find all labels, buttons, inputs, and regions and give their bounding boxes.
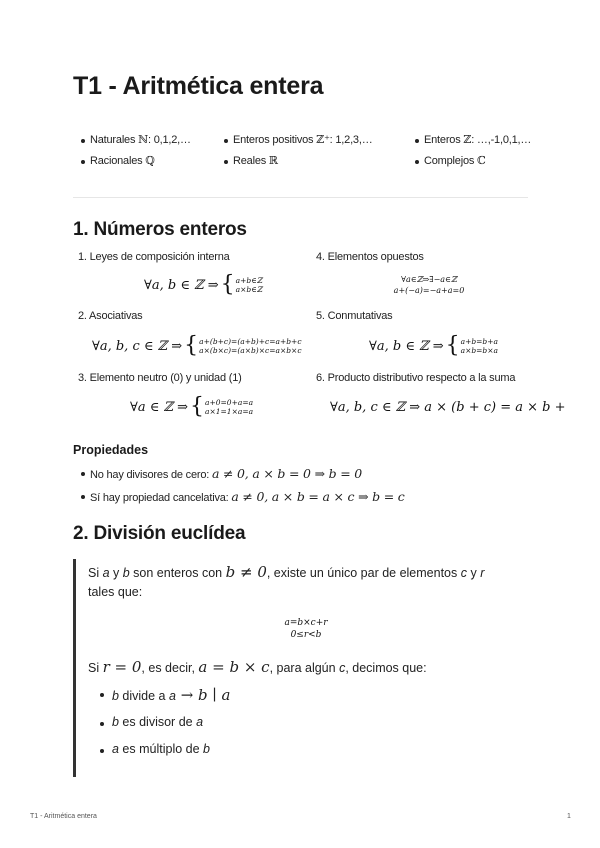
set-values: : …,-1,0,1,… [471, 134, 532, 146]
division-equation [266, 617, 346, 641]
formula-cases [205, 398, 253, 416]
set-item-enteros-positivos [233, 133, 373, 146]
formula-cases [199, 337, 301, 355]
property-label-conmutativas: 5. Conmutativas [316, 310, 393, 322]
division-paragraph-line2: tales que: [88, 585, 143, 599]
formula-lhs: ∀a, b, c ∈ ℤ ⇒ [92, 338, 183, 354]
set-item-enteros [424, 133, 531, 146]
set-label: Complejos [424, 155, 475, 167]
divisibility-paragraph: Si r = 0, es decir, a = b × c, para algún c, decimos que: [88, 658, 427, 676]
set-item-reales [233, 154, 278, 167]
set-symbol: ℤ [463, 133, 472, 146]
set-item-complejos [424, 154, 486, 167]
blockquote-bar [73, 559, 76, 777]
set-values: : 0,1,2,… [148, 134, 191, 146]
formula-line: ∀a∈ℤ⇒∃−a∈ℤ [401, 275, 457, 284]
property-cancelativa [90, 489, 405, 504]
formula-cases [236, 276, 263, 294]
property-no-divisores-cero [90, 466, 362, 481]
property-math: a ≠ 0, a × b = 0 ⇒ b = 0 [211, 466, 363, 481]
condition-math: b ≠ 0 [225, 563, 267, 581]
formula-distributivo [330, 400, 566, 415]
property-label-opuestos: 4. Elementos opuestos [316, 251, 424, 263]
brace-symbol: { [220, 272, 235, 297]
formula-case-line: a×1=1×a=a [205, 407, 254, 416]
formula-case-line: a+0=0+a=a [205, 398, 254, 407]
divisibility-bullet-divide: b divide a a → b ∣ a [112, 686, 231, 704]
properties-heading: Propiedades [73, 443, 149, 457]
formula-composicion [144, 274, 262, 296]
formula-line: a+(−a)=−a+a=0 [393, 285, 465, 295]
formula-case-line: a×b∈ℤ [235, 285, 263, 294]
set-symbol: ℚ [145, 154, 155, 167]
page-title: T1 - Aritmética entera [73, 72, 324, 100]
division-paragraph-line1: Si a y b son enteros con b ≠ 0, existe un único par de elementos c y r [88, 563, 485, 581]
formula-lhs: ∀a, b ∈ ℤ ⇒ [144, 277, 219, 293]
set-label: Naturales [90, 134, 136, 146]
formula-case-line: a×(b×c)=(a×b)×c=a×b×c [199, 346, 302, 355]
set-symbol: ℕ [138, 133, 148, 146]
set-symbol: ℝ [268, 154, 278, 167]
property-text: No hay divisores de cero: [90, 469, 212, 481]
equation-line: a=b×c+r [284, 618, 328, 628]
brace-symbol: { [190, 394, 204, 419]
property-label-asociativas: 2. Asociativas [78, 310, 143, 322]
formula-case-line: a+(b+c)=(a+b)+c=a+b+c [199, 337, 302, 346]
formula-asociativas [92, 335, 302, 357]
divisibility-bullet-divisor: b es divisor de a [112, 715, 204, 729]
formula-lhs: ∀a, b ∈ ℤ ⇒ [369, 338, 444, 354]
divisibility-bullet-multiplo: a es múltiplo de b [112, 742, 210, 756]
section-heading-numeros-enteros: 1. Números enteros [73, 219, 247, 240]
property-label-composicion: 1. Leyes de composición interna [78, 251, 230, 263]
formula-case-line: a+b=b+a [460, 337, 498, 346]
footer-title: T1 - Aritmética entera [30, 813, 97, 820]
set-label: Racionales [90, 155, 143, 167]
formula-neutro [130, 396, 253, 418]
formula-cases [461, 337, 498, 355]
set-item-naturales [90, 133, 191, 146]
equation-line: 0≤r<b [290, 630, 322, 640]
formula-lhs: ∀a ∈ ℤ ⇒ [130, 399, 188, 415]
formula-text: ∀a, b, c ∈ ℤ ⇒ a × (b + c) = a × b + [330, 400, 566, 415]
property-text: Sí hay propiedad cancelativa: [90, 492, 232, 504]
set-label: Enteros [424, 134, 461, 146]
brace-symbol: { [184, 333, 199, 358]
set-label: Reales [233, 155, 267, 167]
set-item-racionales [90, 154, 155, 167]
set-symbol: ℂ [477, 154, 486, 167]
footer-page-number: 1 [567, 813, 571, 820]
section-heading-division-euclidea: 2. División euclídea [73, 523, 246, 544]
property-math: a ≠ 0, a × b = a × c ⇒ b = c [231, 489, 405, 504]
property-label-neutro: 3. Elemento neutro (0) y unidad (1) [78, 372, 242, 384]
property-label-distributivo: 6. Producto distributivo respecto a la suma [316, 372, 516, 384]
formula-case-line: a+b∈ℤ [235, 276, 263, 285]
set-symbol: ℤ⁺ [316, 133, 330, 146]
brace-symbol: { [445, 333, 460, 358]
formula-opuestos [384, 275, 474, 296]
formula-conmutativas [369, 335, 498, 357]
set-values: : 1,2,3,… [329, 134, 373, 146]
section-divider [73, 197, 528, 198]
formula-case-line: a×b=b×a [460, 346, 498, 355]
set-label: Enteros positivos [233, 134, 314, 146]
